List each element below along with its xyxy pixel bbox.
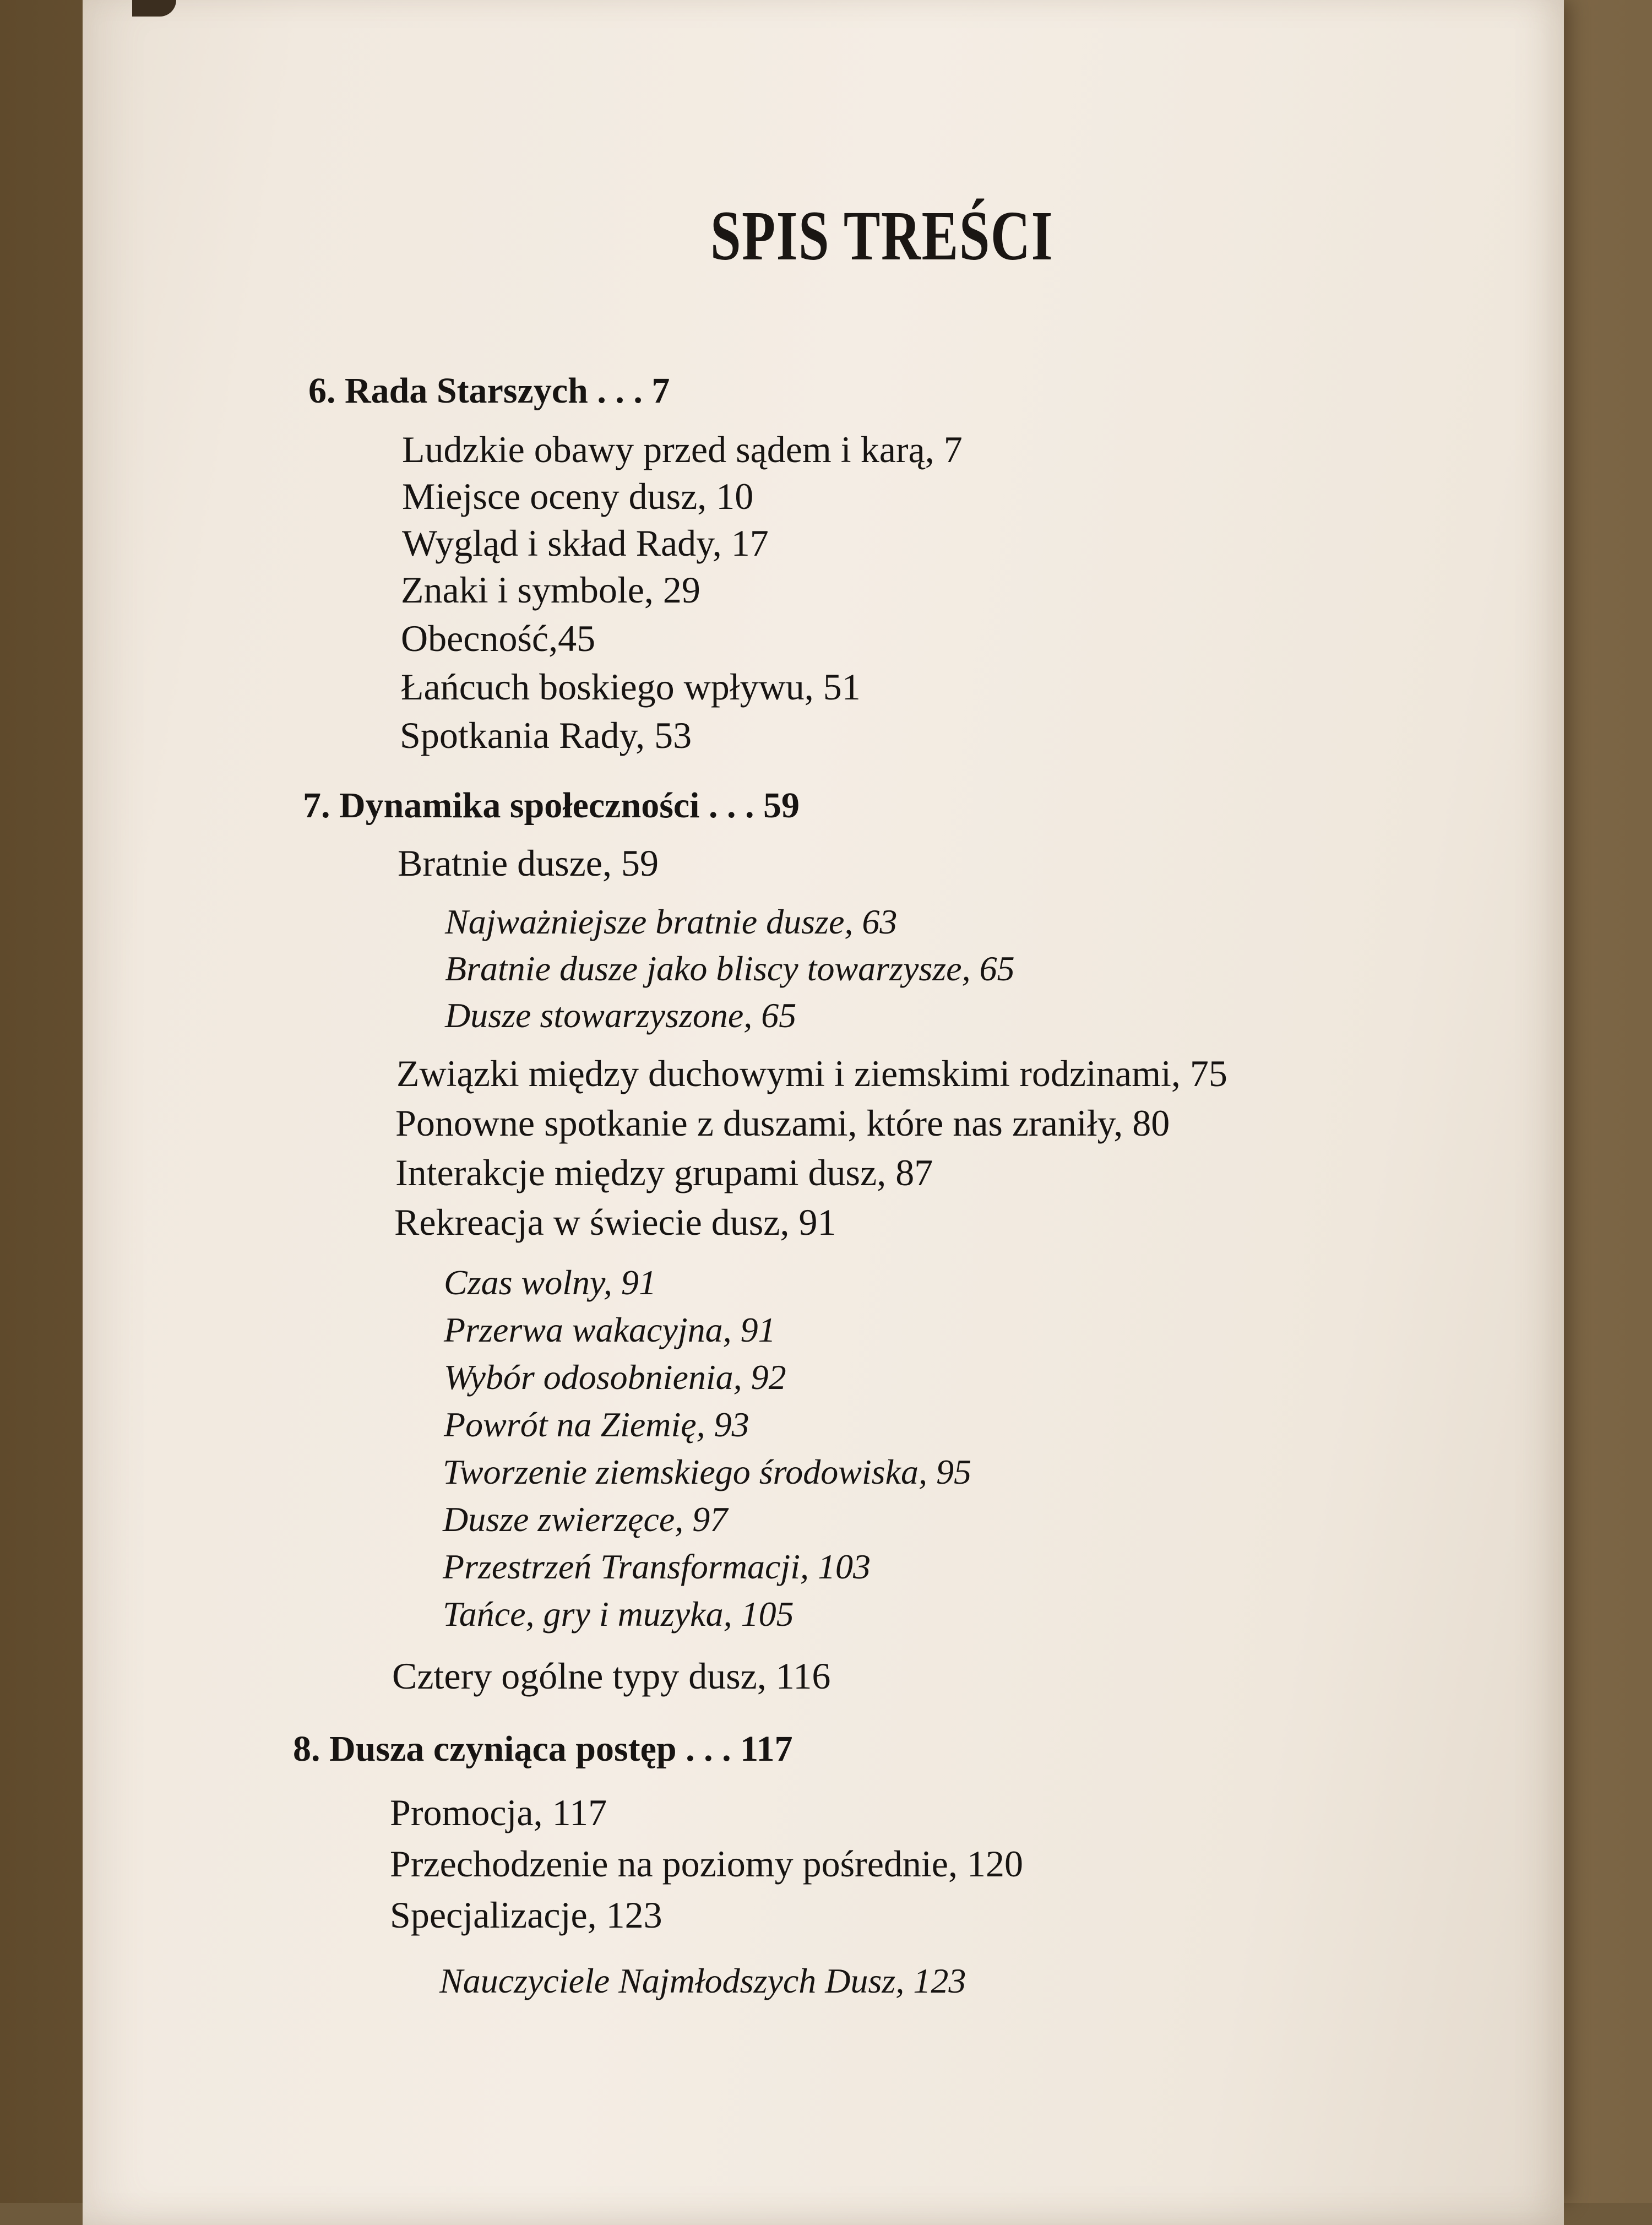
toc-entry: Znaki i symbole, 29	[401, 569, 700, 611]
toc-subentry: Przerwa wakacyjna, 91	[444, 1310, 776, 1349]
toc-entry: Promocja, 117	[390, 1792, 607, 1833]
chapter-7-heading: 7. Dynamika społeczności . . . 59	[303, 785, 800, 826]
chapter-8-heading: 8. Dusza czyniąca postęp . . . 117	[293, 1729, 793, 1769]
toc-subentry: Bratnie dusze jako bliscy towarzysze, 65	[445, 949, 1015, 988]
toc-subentry: Tworzenie ziemskiego środowiska, 95	[443, 1452, 971, 1491]
toc-entry: Specjalizacje, 123	[390, 1894, 662, 1936]
toc-entry: Miejsce oceny dusz, 10	[402, 475, 754, 517]
toc-subentry: Przestrzeń Transformacji, 103	[443, 1547, 871, 1586]
toc-subentry: Dusze stowarzyszone, 65	[445, 996, 797, 1035]
toc-entry: Łańcuch boskiego wpływu, 51	[401, 666, 861, 708]
toc-subentry: Nauczyciele Najmłodszych Dusz, 123	[439, 1961, 966, 2000]
toc-subentry: Powrót na Ziemię, 93	[444, 1405, 749, 1444]
toc-entry: Spotkania Rady, 53	[400, 714, 692, 756]
page-title: SPIS TREŚCI	[710, 197, 1053, 275]
toc-entry: Wygląd i skład Rady, 17	[402, 522, 769, 564]
toc-entry: Interakcje między grupami dusz, 87	[395, 1152, 933, 1193]
toc-entry: Rekreacja w świecie dusz, 91	[394, 1201, 836, 1243]
toc-subentry: Czas wolny, 91	[444, 1263, 656, 1302]
toc-entry: Związki między duchowymi i ziemskimi rodzinami, 75	[396, 1052, 1227, 1094]
toc-entry: Cztery ogólne typy dusz, 116	[392, 1655, 831, 1697]
toc-entry: Ponowne spotkanie z duszami, które nas zraniły, 80	[395, 1102, 1170, 1144]
toc-entry: Obecność,45	[401, 617, 596, 659]
chapter-6-heading: 6. Rada Starszych . . . 7	[308, 371, 670, 411]
toc-subentry: Najważniejsze bratnie dusze, 63	[445, 902, 898, 941]
toc-subentry: Dusze zwierzęce, 97	[443, 1500, 728, 1539]
toc-entry: Ludzkie obawy przed sądem i karą, 7	[402, 428, 963, 470]
toc-entry: Bratnie dusze, 59	[398, 842, 659, 884]
toc-entry: Przechodzenie na poziomy pośrednie, 120	[390, 1843, 1023, 1885]
toc-subentry: Tańce, gry i muzyka, 105	[443, 1594, 794, 1634]
toc-subentry: Wybór odosobnienia, 92	[444, 1358, 786, 1397]
